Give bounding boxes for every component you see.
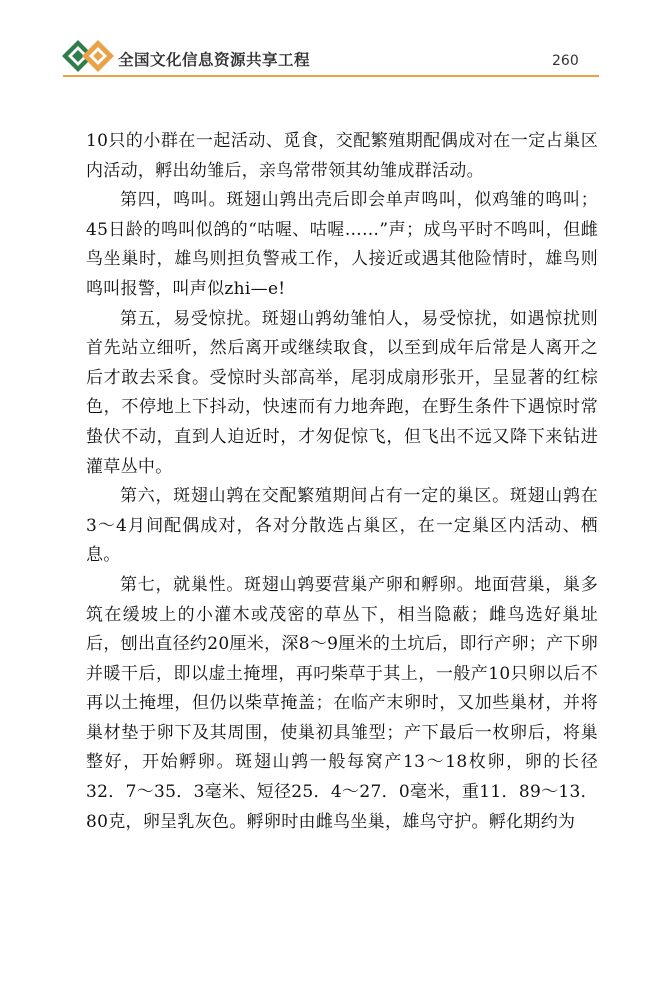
page-number: 260	[552, 53, 579, 69]
paragraph: 第七，就巢性。斑翅山鹑要营巢产卵和孵卵。地面营巢，巢多筑在缓坡上的小灌木或茂密的草丛下，相当隐蔽；雌鸟选好巢址后，刨出直径约20厘米，深8～9厘米的土坑后，即行产卵；产下卵并暖干后，即以虚土掩埋，再叼柴草于其上，一般产10只卵以后不再以土掩埋，但仍以柴草掩盖；在临产末卵时，又加些巢材，并将巢材垫于卵下及其周围，使巢初具雏型；产下最后一枚卵后，将巢整好，开始孵卵。斑翅山鹑一般每窝产13～18枚卵，卵的长径32．7～35．3毫米、短径25．4～27．0毫米，重11．89～13．80克，卵呈乳灰色。孵卵时由雌鸟坐巢，雄鸟守护。孵化期约为	[86, 574, 598, 832]
body-text	[86, 127, 598, 837]
paragraph: 10只的小群在一起活动、觅食，交配繁殖期配偶成对在一定占巢区内活动，孵出幼雏后，亲鸟常带领其幼雏成群活动。	[86, 131, 598, 181]
paragraph: 第六，斑翅山鹑在交配繁殖期间占有一定的巢区。斑翅山鹑在3～4月间配偶成对，各对分散选占巢区，在一定巢区内活动、栖息。	[86, 486, 598, 566]
paragraph: 第四，鸣叫。斑翅山鹑出壳后即会单声鸣叫，似鸡雏的鸣叫；45日龄的鸣叫似鸽的“咕喔、咕喔……”声；成鸟平时不鸣叫，但雌鸟坐巢时，雄鸟则担负警戒工作，人接近或遇其他险情时，雄鸟则鸣叫报警，叫声似zhi—e!	[86, 190, 598, 299]
diamond-logo-icon	[62, 40, 118, 72]
header-divider	[63, 75, 599, 77]
page-header	[0, 0, 646, 80]
brand-title: 全国文化信息资源共享工程	[118, 50, 311, 69]
paragraph: 第五，易受惊扰。斑翅山鹑幼雏怕人，易受惊扰，如遇惊扰则首先站立细听，然后离开或继续取食，以至到成年后常是人离开之后才敢去采食。受惊时头部高举，尾羽成扇形张开，呈显著的红棕色，不停地上下抖动，快速而有力地奔跑，在野生条件下遇惊时常蛰伏不动，直到人迫近时，才匆促惊飞，但飞出不远又降下来钻进灌草丛中。	[86, 308, 598, 477]
